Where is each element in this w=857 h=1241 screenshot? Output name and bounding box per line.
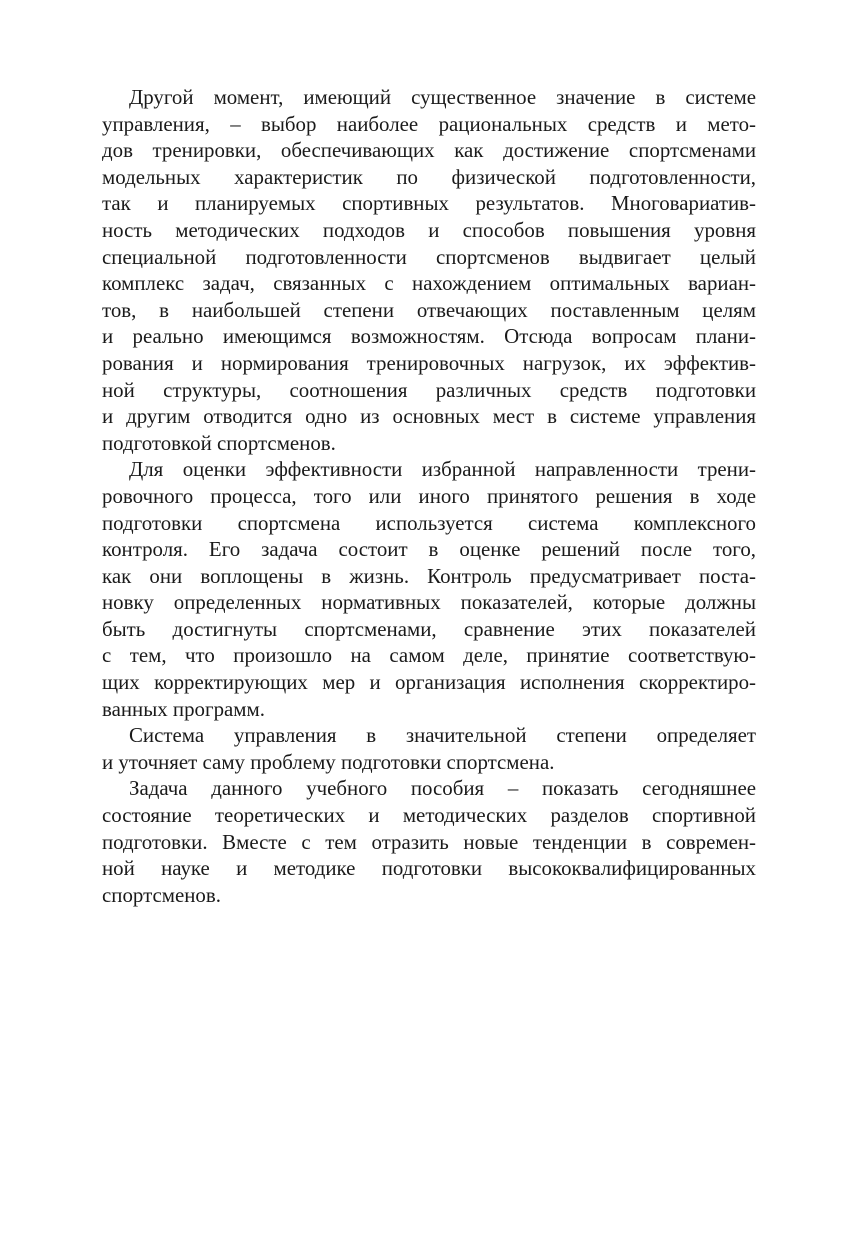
text-line: подготовки. Вместе с тем отразить новые тенденции в современ- [102,829,756,854]
text-line: и уточняет саму проблему подготовки спортсмена. [102,749,555,774]
text-line: так и планируемых спортивных результатов. Многовариатив- [102,191,756,216]
text-line: тов, в наибольшей степени отвечающих поставленным целям [102,297,756,322]
text-line: специальной подготовленности спортсменов выдвигает целый [102,244,756,269]
text-line: подготовки спортсмена используется система комплексного [102,510,756,535]
text-line: Для оценки эффективности избранной направленности трени- [129,457,756,482]
paragraph-management-system [102,722,756,775]
text-line: новку определенных нормативных показателей, которые должны [102,590,756,615]
text-line: быть достигнуты спортсменами, сравнение этих показателей [102,616,756,641]
text-line: модельных характеристик по физической подготовленности, [102,164,756,189]
text-line: Система управления в значительной степени определяет [129,723,756,748]
text-line: ность методических подходов и способов повышения уровня [102,217,756,242]
text-line: ванных программ. [102,696,265,721]
text-line: состояние теоретических и методических разделов спортивной [102,803,756,828]
text-line: рования и нормирования тренировочных нагрузок, их эффектив- [102,350,756,375]
paragraph-management-methods [102,84,756,456]
text-line: щих корректирующих мер и организация исполнения скорректиро- [102,670,756,695]
text-line: спортсменов. [102,882,221,907]
text-line: дов тренировки, обеспечивающих как достижение спортсменами [102,138,756,163]
document-page [102,84,756,908]
text-line: как они воплощены в жизнь. Контроль предусматривает поста- [102,563,756,588]
text-line: ровочного процесса, того или иного принятого решения в ходе [102,483,756,508]
text-line: подготовкой спортсменов. [102,430,336,455]
text-line: и другим отводится одно из основных мест в системе управления [102,404,756,429]
text-line: с тем, что произошло на самом деле, принятие соответствую- [102,643,756,668]
text-line: и реально имеющимся возможностям. Отсюда вопросам плани- [102,324,756,349]
text-line: ной структуры, соотношения различных средств подготовки [102,377,756,402]
text-line: управления, – выбор наиболее рациональных средств и мето- [102,111,756,136]
text-line: ной науке и методике подготовки высококвалифицированных [102,856,756,881]
text-line: Задача данного учебного пособия – показать сегодняшнее [129,776,756,801]
text-line: комплекс задач, связанных с нахождением оптимальных вариан- [102,271,756,296]
text-line: контроля. Его задача состоит в оценке решений после того, [102,537,756,562]
text-line: Другой момент, имеющий существенное значение в системе [129,85,756,109]
paragraph-complex-control [102,456,756,722]
paragraph-textbook-goal [102,775,756,908]
